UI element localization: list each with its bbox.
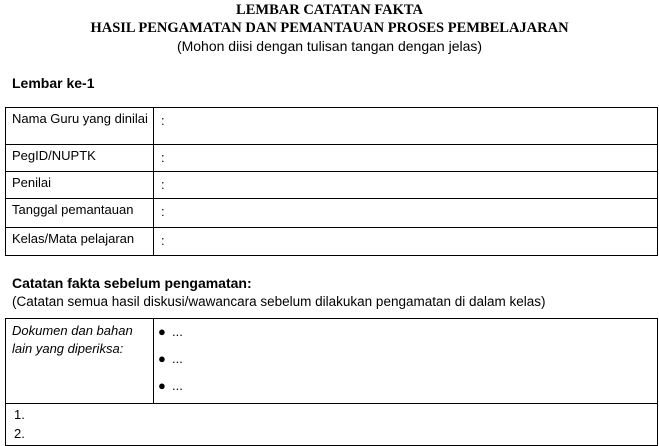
numbered-notes[interactable] xyxy=(6,404,658,446)
facts-section-note: (Catatan semua hasil diskusi/wawancara sebelum dilakukan pengamatan di dalam kelas) xyxy=(12,294,546,309)
numbered-item: 1. xyxy=(14,407,25,422)
bullet-text: ... xyxy=(172,324,183,339)
bullet-icon: ● xyxy=(158,378,166,393)
bullet-text: ... xyxy=(172,351,183,366)
list-item xyxy=(158,376,657,403)
facts-section-title: Catatan fakta sebelum pengamatan: xyxy=(12,275,252,291)
sheet-label: Lembar ke-1 xyxy=(12,75,95,91)
instruction-text: (Mohon diisi dengan tulisan tangan dengan jelas) xyxy=(176,38,483,54)
field-label-pegid: PegID/NUPTK xyxy=(6,145,154,172)
field-value-date[interactable]: : xyxy=(154,199,658,228)
field-label-assessor: Penilai xyxy=(6,172,154,199)
table-row xyxy=(6,404,658,446)
bullet-icon: ● xyxy=(158,324,166,339)
identity-table xyxy=(5,107,658,256)
field-label-class-subject: Kelas/Mata pelajaran xyxy=(6,228,154,256)
facts-table xyxy=(5,318,658,446)
field-label-date: Tanggal pemantauan xyxy=(6,199,154,228)
documents-list[interactable] xyxy=(154,319,658,404)
field-value-class-subject[interactable]: : xyxy=(154,228,658,256)
list-item xyxy=(158,322,657,349)
bullet-icon: ● xyxy=(158,351,166,366)
numbered-item: 2. xyxy=(14,426,25,441)
table-row xyxy=(6,172,658,199)
table-row xyxy=(6,319,658,404)
table-row xyxy=(6,145,658,172)
table-row xyxy=(6,228,658,256)
table-row xyxy=(6,199,658,228)
bullet-text: ... xyxy=(172,378,183,393)
field-value-assessor[interactable]: : xyxy=(154,172,658,199)
title-line-1: LEMBAR CATATAN FAKTA xyxy=(236,2,423,18)
field-value-teacher-name[interactable]: : xyxy=(154,108,658,145)
documents-label: Dokumen dan bahan lain yang diperiksa: xyxy=(6,319,154,404)
field-value-pegid[interactable]: : xyxy=(154,145,658,172)
table-row xyxy=(6,108,658,145)
field-label-teacher-name: Nama Guru yang dinilai xyxy=(6,108,154,145)
list-item xyxy=(158,349,657,376)
title-line-2: HASIL PENGAMATAN DAN PEMANTAUAN PROSES PEMBELAJARAN xyxy=(90,20,569,36)
